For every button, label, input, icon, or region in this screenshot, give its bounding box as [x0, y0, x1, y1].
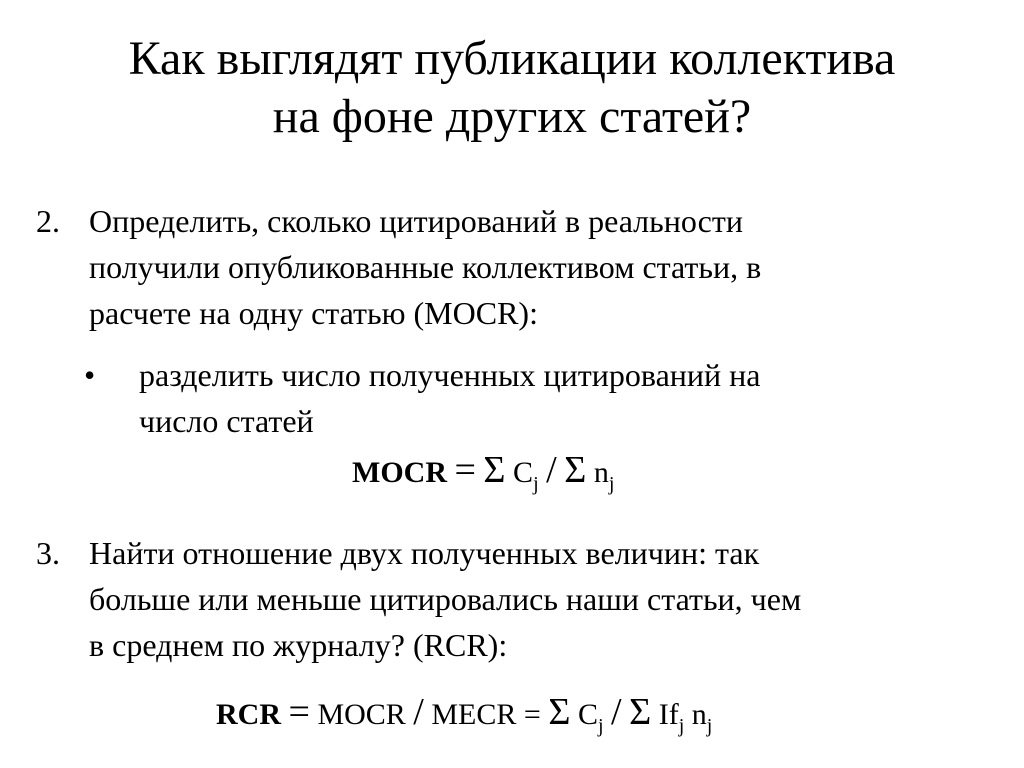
sigma-symbol: Σ: [548, 691, 571, 733]
item-line: в среднем по журналу? (RCR):: [89, 627, 508, 663]
formula-term: C: [513, 456, 534, 489]
item-number: 3.: [36, 535, 60, 571]
subscript: j: [533, 473, 539, 495]
title-line-2: на фоне других статей?: [272, 90, 752, 143]
formula-term: If: [658, 698, 679, 731]
bullet-line: разделить число полученных цитирований на: [139, 357, 761, 393]
divide-sign: /: [611, 691, 622, 733]
subscript: j: [678, 715, 685, 737]
formula-term: MOCR: [317, 698, 406, 731]
equals-sign: =: [288, 691, 310, 733]
sigma-symbol: Σ: [629, 691, 652, 733]
formula-term: MECR =: [431, 698, 541, 731]
item-line: больше или меньше цитировались наши статьи, чем: [89, 581, 802, 617]
subscript: j: [597, 715, 604, 737]
divide-sign: /: [413, 691, 424, 733]
item-text: [89, 198, 989, 336]
subscript: j: [608, 473, 615, 495]
formula-lhs: MOCR: [352, 456, 447, 489]
rcr-formula: [216, 690, 713, 737]
slide-title: [0, 30, 1024, 146]
formula-term: n: [691, 698, 707, 731]
item-text: [89, 530, 989, 668]
formula-lhs: RCR: [216, 698, 281, 731]
sigma-symbol: Σ: [564, 449, 587, 491]
mocr-formula: [352, 448, 615, 495]
formula-term: C: [577, 698, 598, 731]
divide-sign: /: [546, 449, 557, 491]
subscript: j: [706, 715, 713, 737]
item-line: получили опубликованные коллективом статьи, в: [89, 249, 762, 285]
item-line: Найти отношение двух полученных величин: так: [89, 535, 760, 571]
formula-term: n: [593, 456, 609, 489]
bullet-text: [139, 352, 760, 444]
equals-sign: =: [454, 449, 476, 491]
item-line: Определить, сколько цитирований в реальности: [89, 203, 743, 239]
bullet-marker: •: [84, 357, 96, 393]
item-line: расчете на одну статью (MOCR):: [89, 295, 538, 331]
bullet-line: число статей: [139, 403, 314, 439]
item-number: 2.: [36, 203, 60, 239]
title-line-1: Как выглядят публикации коллектива: [128, 32, 896, 85]
sigma-symbol: Σ: [483, 449, 506, 491]
